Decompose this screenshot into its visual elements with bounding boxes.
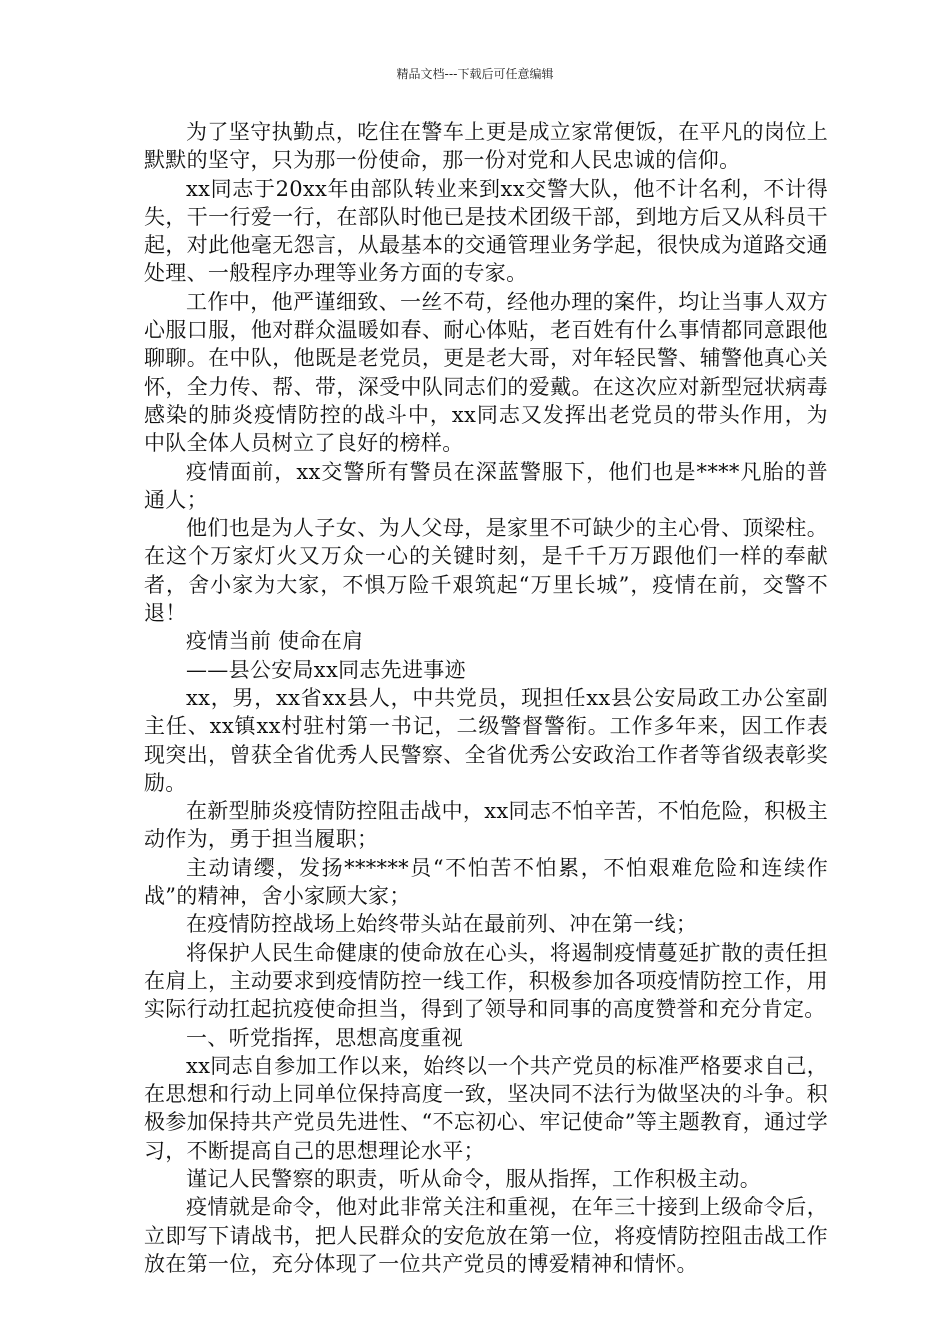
paragraph: 为了坚守执勤点，吃住在警车上更是成立家常便饭，在平凡的岗位上默默的坚守，只为那一份使命，那一份对党和人民忠诚的信仰。 <box>144 120 828 173</box>
page-header: 精品文档---下载后可任意编辑 <box>396 67 554 81</box>
paragraph: 疫情面前，xx交警所有警员在深蓝警服下，他们也是****凡胎的普通人； <box>144 459 828 512</box>
paragraph: 工作中，他严谨细致、一丝不苟，经他办理的案件，均让当事人双方心服口服，他对群众温暖如春、耐心体贴，老百姓有什么事情都同意跟他聊聊。在中队，他既是老党员，更是老大哥，对年轻民警、辅警他真心关怀，全力传、帮、带，深受中队同志们的爱戴。在这次应对新型冠状病毒感染的肺炎疫情防控的战斗中，xx同志又发挥出老党员的带头作用，为中队全体人员树立了良好的榜样。 <box>144 289 828 456</box>
paragraph: 他们也是为人子女、为人父母，是家里不可缺少的主心骨、顶梁柱。在这个万家灯火又万众一心的关键时刻，是千千万万跟他们一样的奉献者，舍小家为大家，不惧万险千艰筑起“万里长城”，疫情在前，交警不退！ <box>144 516 828 626</box>
paragraph: 将保护人民生命健康的使命放在心头，将遏制疫情蔓延扩散的责任担在肩上，主动要求到疫情防控一线工作，积极参加各项疫情防控工作，用实际行动扛起抗疫使命担当，得到了领导和同事的高度赞誉和充分肯定。 <box>144 940 828 1022</box>
paragraph: 主动请缨，发扬******员“不怕苦不怕累，不怕艰难危险和连续作战”的精神，舍小家顾大家； <box>144 855 828 909</box>
paragraph: xx，男，xx省xx县人，中共党员，现担任xx县公安局政工办公室副主任、xx镇xx村驻村第一书记，二级警督警衔。工作多年来，因工作表现突出，曾获全省优秀人民警察、全省优秀公安政治工作者等省级表彰奖励。 <box>144 685 828 795</box>
section-heading: 一、听党指挥，思想高度重视 <box>186 1025 463 1050</box>
document-body <box>144 118 828 1278</box>
paragraph: 疫情就是命令，他对此非常关注和重视，在年三十接到上级命令后，立即写下请战书，把人民群众的安危放在第一位，将疫情防控阻击战工作放在第一位，充分体现了一位共产党员的博爱精神和情怀。 <box>144 1195 828 1276</box>
paragraph: 在疫情防控战场上始终带头站在最前列、冲在第一线； <box>186 912 698 937</box>
paragraph: xx同志自参加工作以来，始终以一个共产党员的标准严格要求自己，在思想和行动上同单位保持高度一致，坚决同不法行为做坚决的斗争。积极参加保持共产党员先进性、“不忘初心、牢记使命”等主题教育，通过学习，不断提高自己的思想理论水平； <box>144 1053 828 1163</box>
paragraph: xx同志于20xx年由部队转业来到xx交警大队，他不计名利，不计得失，干一行爱一行，在部队时他已是技术团级干部，到地方后又从科员干起，对此他毫无怨言，从最基本的交通管理业务学起，很快成为道路交通处理、一般程序办理等业务方面的专家。 <box>144 176 828 286</box>
section-subtitle: ——县公安局xx同志先进事迹 <box>186 657 466 682</box>
section-title: 疫情当前 使命在肩 <box>186 629 364 654</box>
paragraph: 谨记人民警察的职责，听从命令，服从指挥，工作积极主动。 <box>186 1166 762 1191</box>
paragraph: 在新型肺炎疫情防控阻击战中，xx同志不怕辛苦，不怕危险，积极主动作为，勇于担当履职； <box>144 799 828 852</box>
